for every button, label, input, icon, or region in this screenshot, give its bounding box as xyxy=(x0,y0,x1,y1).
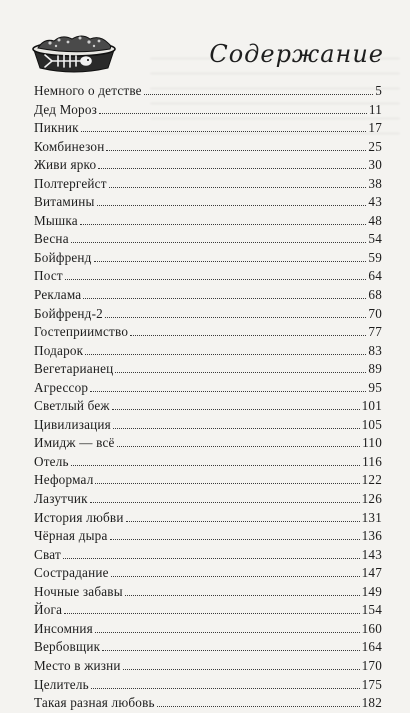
toc-entry-title: Вербовщик xyxy=(34,639,101,655)
toc-entry xyxy=(34,434,382,453)
toc-entry xyxy=(34,453,382,472)
toc-entry-title: Немного о детстве xyxy=(34,83,142,98)
dot-leader xyxy=(94,261,367,262)
toc-entry-page-number: 170 xyxy=(361,657,382,673)
dot-leader xyxy=(95,483,359,484)
toc-entry xyxy=(34,82,382,101)
toc-entry-title: Отель xyxy=(34,453,69,469)
toc-entry xyxy=(34,360,382,379)
toc-entry-page-number: 54 xyxy=(368,231,382,247)
toc-entry xyxy=(34,230,382,249)
toc-entry xyxy=(34,583,382,602)
toc-entry-page-number: 164 xyxy=(361,639,382,655)
dot-leader xyxy=(97,205,367,206)
toc-entry xyxy=(34,379,382,398)
toc-entry-page-number: 147 xyxy=(361,565,382,581)
dot-leader xyxy=(71,465,360,466)
toc-entry-page-number: 25 xyxy=(368,138,382,154)
toc-entry-page-number: 68 xyxy=(368,287,382,303)
dot-leader xyxy=(157,706,360,707)
toc-entry-title: Дед Мороз xyxy=(34,101,98,117)
dot-leader xyxy=(113,428,360,429)
toc-entry xyxy=(34,397,382,416)
dot-leader xyxy=(91,688,360,689)
toc-entry xyxy=(34,119,382,138)
toc-entry-title: Лазутчик xyxy=(34,491,88,507)
dot-leader xyxy=(106,150,366,151)
toc-entry xyxy=(34,323,382,342)
toc-entry-title: Сват xyxy=(34,546,61,562)
dot-leader xyxy=(90,391,366,392)
toc-entry xyxy=(34,138,382,157)
toc-entry-page-number: 136 xyxy=(361,528,382,544)
toc-entry-title: Неформал xyxy=(34,472,94,488)
toc-entry xyxy=(34,509,382,528)
dot-leader xyxy=(105,317,366,318)
dot-leader xyxy=(64,613,359,614)
toc-entry-title: Мышка xyxy=(34,212,78,228)
toc-entry xyxy=(34,638,382,657)
toc-entry-page-number: 89 xyxy=(368,361,382,377)
toc-entry-page-number: 83 xyxy=(368,342,382,358)
toc-entry-page-number: 175 xyxy=(361,676,382,692)
toc-entry-title: Место в жизни xyxy=(34,657,121,673)
toc-entry-title: Инсомния xyxy=(34,620,93,636)
toc-entry-title: Живи ярко xyxy=(34,157,97,173)
toc-entry xyxy=(34,212,382,231)
toc-entry-page-number: 101 xyxy=(361,398,382,414)
dot-leader xyxy=(130,335,366,336)
toc-entry-page-number: 126 xyxy=(361,491,382,507)
toc-entry xyxy=(34,620,382,639)
toc-entry-page-number: 122 xyxy=(361,472,382,488)
toc-entry-page-number: 30 xyxy=(368,157,382,173)
dot-leader xyxy=(111,576,360,577)
toc-entry xyxy=(34,193,382,212)
toc-entry xyxy=(34,156,382,175)
toc-entry-page-number: 149 xyxy=(361,583,382,599)
toc-entry xyxy=(34,657,382,676)
toc-entry xyxy=(34,694,382,713)
dot-leader xyxy=(95,632,360,633)
toc-entry-title: Полтергейст xyxy=(34,175,107,191)
toc-entry xyxy=(34,546,382,565)
dot-leader xyxy=(83,298,366,299)
dot-leader xyxy=(90,502,360,503)
toc-entry-title: Йога xyxy=(34,602,63,618)
dot-leader xyxy=(80,224,367,225)
toc-entry xyxy=(34,416,382,435)
toc-entry xyxy=(34,267,382,286)
dot-leader xyxy=(65,279,367,280)
toc-entry-title: Имидж — всё xyxy=(34,435,115,451)
toc-entry-page-number: 38 xyxy=(368,175,382,191)
toc-entry-page-number: 5 xyxy=(375,83,382,98)
toc-entry xyxy=(34,471,382,490)
toc-entry-title: Ночные забавы xyxy=(34,583,123,599)
toc-entry xyxy=(34,490,382,509)
dot-leader xyxy=(112,409,360,410)
dot-leader xyxy=(144,94,373,95)
toc-entry-title: Реклама xyxy=(34,287,82,303)
dot-leader xyxy=(102,650,359,651)
toc-entry-title: Бойфренд-2 xyxy=(34,305,103,321)
toc-entry-page-number: 105 xyxy=(361,416,382,432)
toc-entry-page-number: 70 xyxy=(368,305,382,321)
toc-entry-title: Светлый беж xyxy=(34,398,110,414)
toc-entry xyxy=(34,527,382,546)
toc-entry-page-number: 160 xyxy=(361,620,382,636)
toc-entry-title: Пост xyxy=(34,268,63,284)
toc-entry-page-number: 64 xyxy=(368,268,382,284)
page-title: Содержание xyxy=(209,40,384,68)
toc-entry-title: Гостеприимство xyxy=(34,324,129,340)
toc-entry xyxy=(34,601,382,620)
toc-entry-page-number: 95 xyxy=(368,379,382,395)
toc-entry-page-number: 11 xyxy=(368,101,382,117)
toc-entry-page-number: 43 xyxy=(368,194,382,210)
dot-leader xyxy=(115,372,366,373)
toc-entry-title: Сострадание xyxy=(34,565,109,581)
dot-leader xyxy=(85,354,366,355)
dot-leader xyxy=(126,521,360,522)
toc-entry-page-number: 17 xyxy=(368,120,382,136)
toc-entry-title: Вегетарианец xyxy=(34,361,114,377)
dot-leader xyxy=(125,595,360,596)
toc-entry xyxy=(34,175,382,194)
toc-entry-page-number: 131 xyxy=(361,509,382,525)
table-of-contents xyxy=(34,82,382,713)
toc-entry-title: Пикник xyxy=(34,120,79,136)
dot-leader xyxy=(71,242,367,243)
toc-entry xyxy=(34,342,382,361)
toc-entry-page-number: 77 xyxy=(368,324,382,340)
dot-leader xyxy=(117,446,361,447)
toc-entry xyxy=(34,101,382,120)
toc-entry xyxy=(34,305,382,324)
toc-entry xyxy=(34,249,382,268)
fish-skeleton-bowl-icon xyxy=(28,28,120,74)
toc-entry-title: Агрессор xyxy=(34,379,89,395)
toc-entry-title: Целитель xyxy=(34,676,89,692)
toc-entry-title: Такая разная любовь xyxy=(34,695,155,711)
toc-entry xyxy=(34,676,382,695)
toc-header xyxy=(28,18,384,80)
toc-entry-page-number: 59 xyxy=(368,249,382,265)
toc-entry xyxy=(34,286,382,305)
dot-leader xyxy=(110,539,360,540)
dot-leader xyxy=(63,558,360,559)
toc-entry-page-number: 154 xyxy=(361,602,382,618)
toc-entry-page-number: 116 xyxy=(362,453,382,469)
toc-entry xyxy=(34,564,382,583)
toc-entry-page-number: 143 xyxy=(361,546,382,562)
dot-leader xyxy=(123,669,360,670)
toc-entry-page-number: 48 xyxy=(368,212,382,228)
dot-leader xyxy=(99,113,367,114)
toc-entry-title: Подарок xyxy=(34,342,84,358)
dot-leader xyxy=(109,187,367,188)
toc-entry-page-number: 110 xyxy=(362,435,382,451)
dot-leader xyxy=(81,131,367,132)
toc-entry-title: Комбинезон xyxy=(34,138,105,154)
toc-entry-page-number: 182 xyxy=(361,695,382,711)
dot-leader xyxy=(98,168,366,169)
toc-entry-title: История любви xyxy=(34,509,124,525)
toc-entry-title: Витамины xyxy=(34,194,95,210)
toc-entry-title: Чёрная дыра xyxy=(34,528,108,544)
toc-entry-title: Цивилизация xyxy=(34,416,111,432)
toc-entry-title: Весна xyxy=(34,231,69,247)
toc-entry-title: Бойфренд xyxy=(34,249,92,265)
